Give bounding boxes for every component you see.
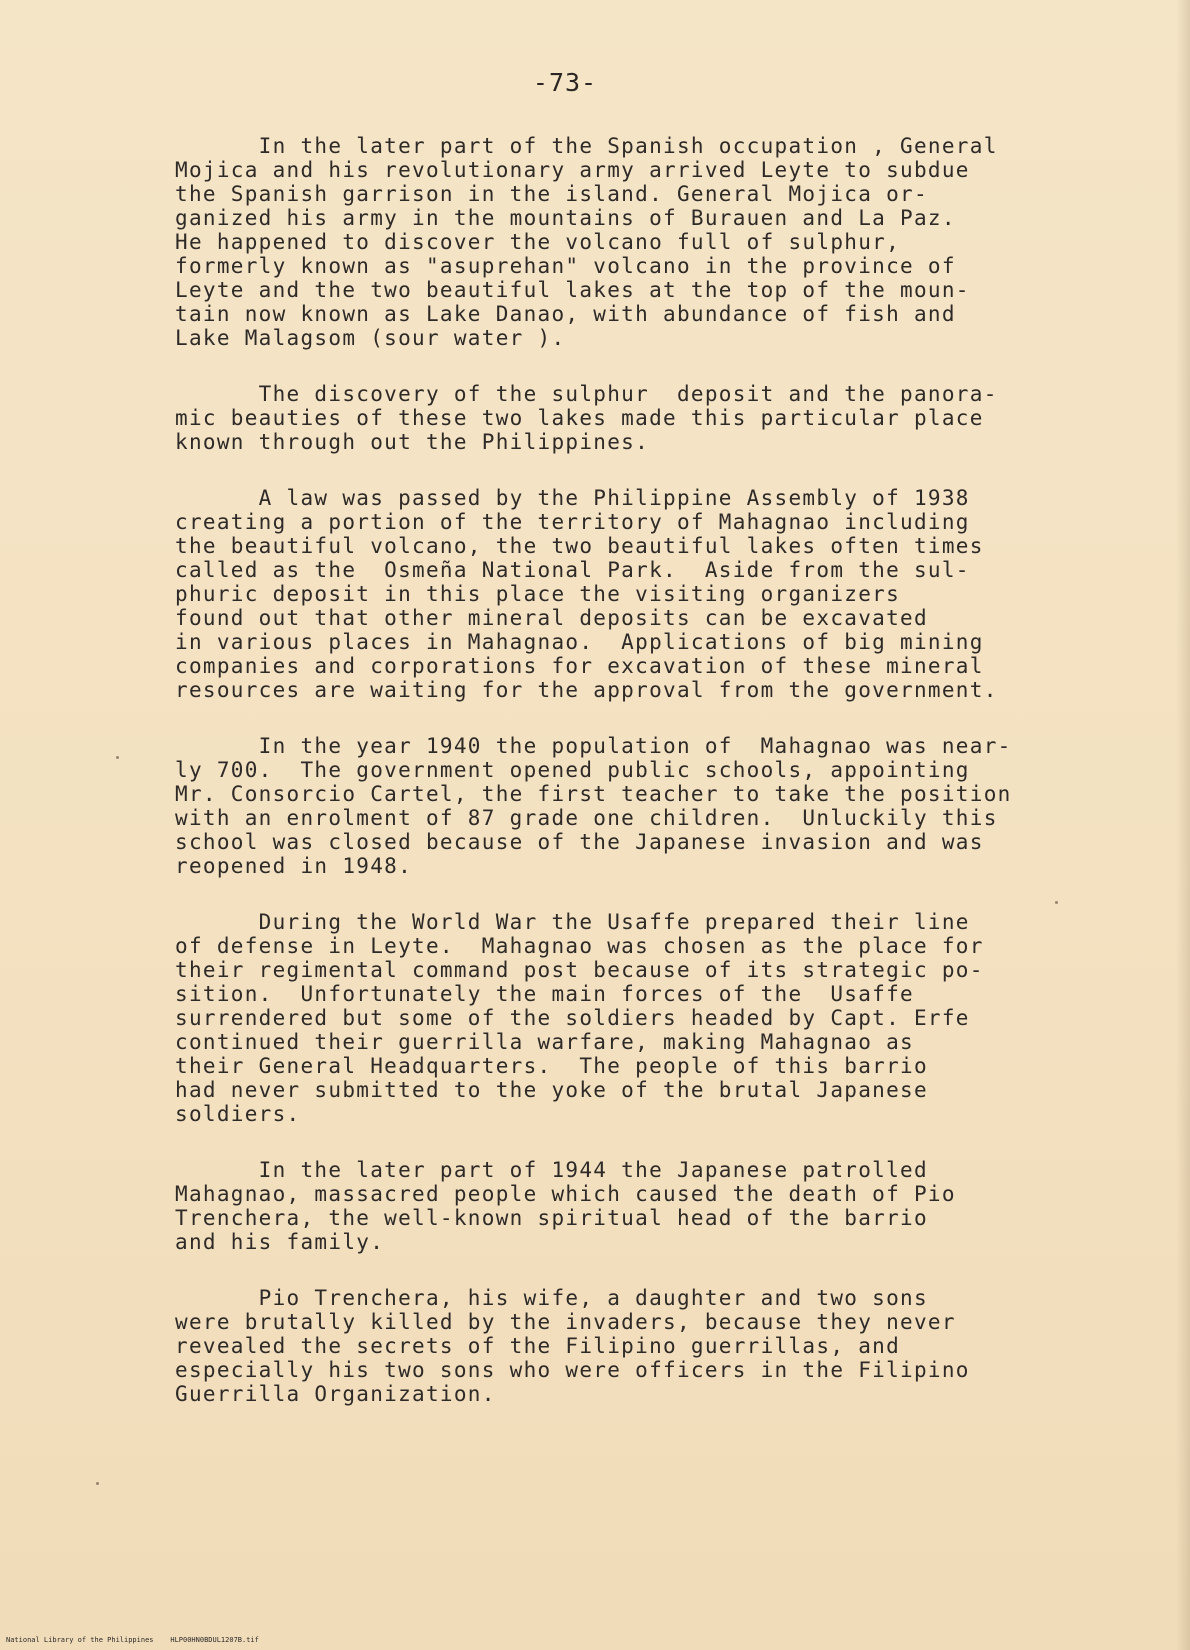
text-line: ly 700. The government opened public schools, appointing [175,758,970,782]
text-line: resources are waiting for the approval from the government. [175,678,998,702]
text-line: with an enrolment of 87 grade one children. Unluckily this [175,806,998,830]
text-line: their General Headquarters. The people of this barrio [175,1054,928,1078]
text-line: had never submitted to the yoke of the brutal Japanese [175,1078,928,1102]
text-line: In the later part of 1944 the Japanese patrolled [175,1158,928,1182]
text-line: In the year 1940 the population of Mahagnao was near- [175,734,1012,758]
scan-footer: National Library of the Philippines HLP00HN0BDUL1207B.tif [6,1636,259,1644]
text-line: found out that other mineral deposits can be excavated [175,606,928,630]
paragraph [175,1286,1075,1406]
page-edge-shadow [1176,0,1190,1650]
text-line: the Spanish garrison in the island. General Mojica or- [175,182,928,206]
paragraph [175,382,1075,454]
text-line: companies and corporations for excavation of these mineral [175,654,984,678]
text-line: Guerrilla Organization. [175,1382,496,1406]
text-line: tain now known as Lake Danao, with abundance of fish and [175,302,956,326]
text-line: continued their guerrilla warfare, making Mahagnao as [175,1030,914,1054]
text-line: sition. Unfortunately the main forces of the Usaffe [175,982,914,1006]
text-line: During the World War the Usaffe prepared their line [175,910,970,934]
text-line: Lake Malagsom (sour water ). [175,326,566,350]
paragraph [175,910,1075,1126]
text-line: mic beauties of these two lakes made this particular place [175,406,984,430]
text-line: Leyte and the two beautiful lakes at the top of the moun- [175,278,970,302]
text-line: surrendered but some of the soldiers headed by Capt. Erfe [175,1006,970,1030]
scan-speck [116,756,119,759]
text-line: formerly known as "asuprehan" volcano in the province of [175,254,956,278]
text-line: school was closed because of the Japanese invasion and was [175,830,984,854]
text-line: phuric deposit in this place the visiting organizers [175,582,901,606]
text-line: creating a portion of the territory of Mahagnao including [175,510,970,534]
text-line: in various places in Mahagnao. Applications of big mining [175,630,984,654]
text-line: Pio Trenchera, his wife, a daughter and two sons [175,1286,928,1310]
text-line: Mahagnao, massacred people which caused the death of Pio [175,1182,956,1206]
text-line: ganized his army in the mountains of Burauen and La Paz. [175,206,956,230]
document-body [175,134,1075,1438]
paragraph [175,734,1075,878]
text-line: Mojica and his revolutionary army arrived Leyte to subdue [175,158,970,182]
text-line: Trenchera, the well-known spiritual head of the barrio [175,1206,928,1230]
text-line: of defense in Leyte. Mahagnao was chosen as the place for [175,934,984,958]
text-line: In the later part of the Spanish occupation , General [175,134,998,158]
scan-speck [1055,901,1058,904]
text-line: the beautiful volcano, the two beautiful lakes often times [175,534,984,558]
scan-speck [96,1482,99,1485]
text-line: reopened in 1948. [175,854,413,878]
text-line: A law was passed by the Philippine Assembly of 1938 [175,486,970,510]
text-line: their regimental command post because of its strategic po- [175,958,984,982]
page-number: -73- [532,68,598,97]
text-line: revealed the secrets of the Filipino guerrillas, and [175,1334,901,1358]
text-line: were brutally killed by the invaders, because they never [175,1310,956,1334]
text-line: called as the Osmeña National Park. Aside from the sul- [175,558,970,582]
text-line: The discovery of the sulphur deposit and the panora- [175,382,998,406]
text-line: and his family. [175,1230,385,1254]
paragraph [175,134,1075,350]
paragraph [175,486,1075,702]
text-line: He happened to discover the volcano full of sulphur, [175,230,901,254]
paragraph [175,1158,1075,1254]
text-line: Mr. Consorcio Cartel, the first teacher to take the position [175,782,1012,806]
text-line: especially his two sons who were officers in the Filipino [175,1358,970,1382]
text-line: soldiers. [175,1102,301,1126]
text-line: known through out the Philippines. [175,430,650,454]
